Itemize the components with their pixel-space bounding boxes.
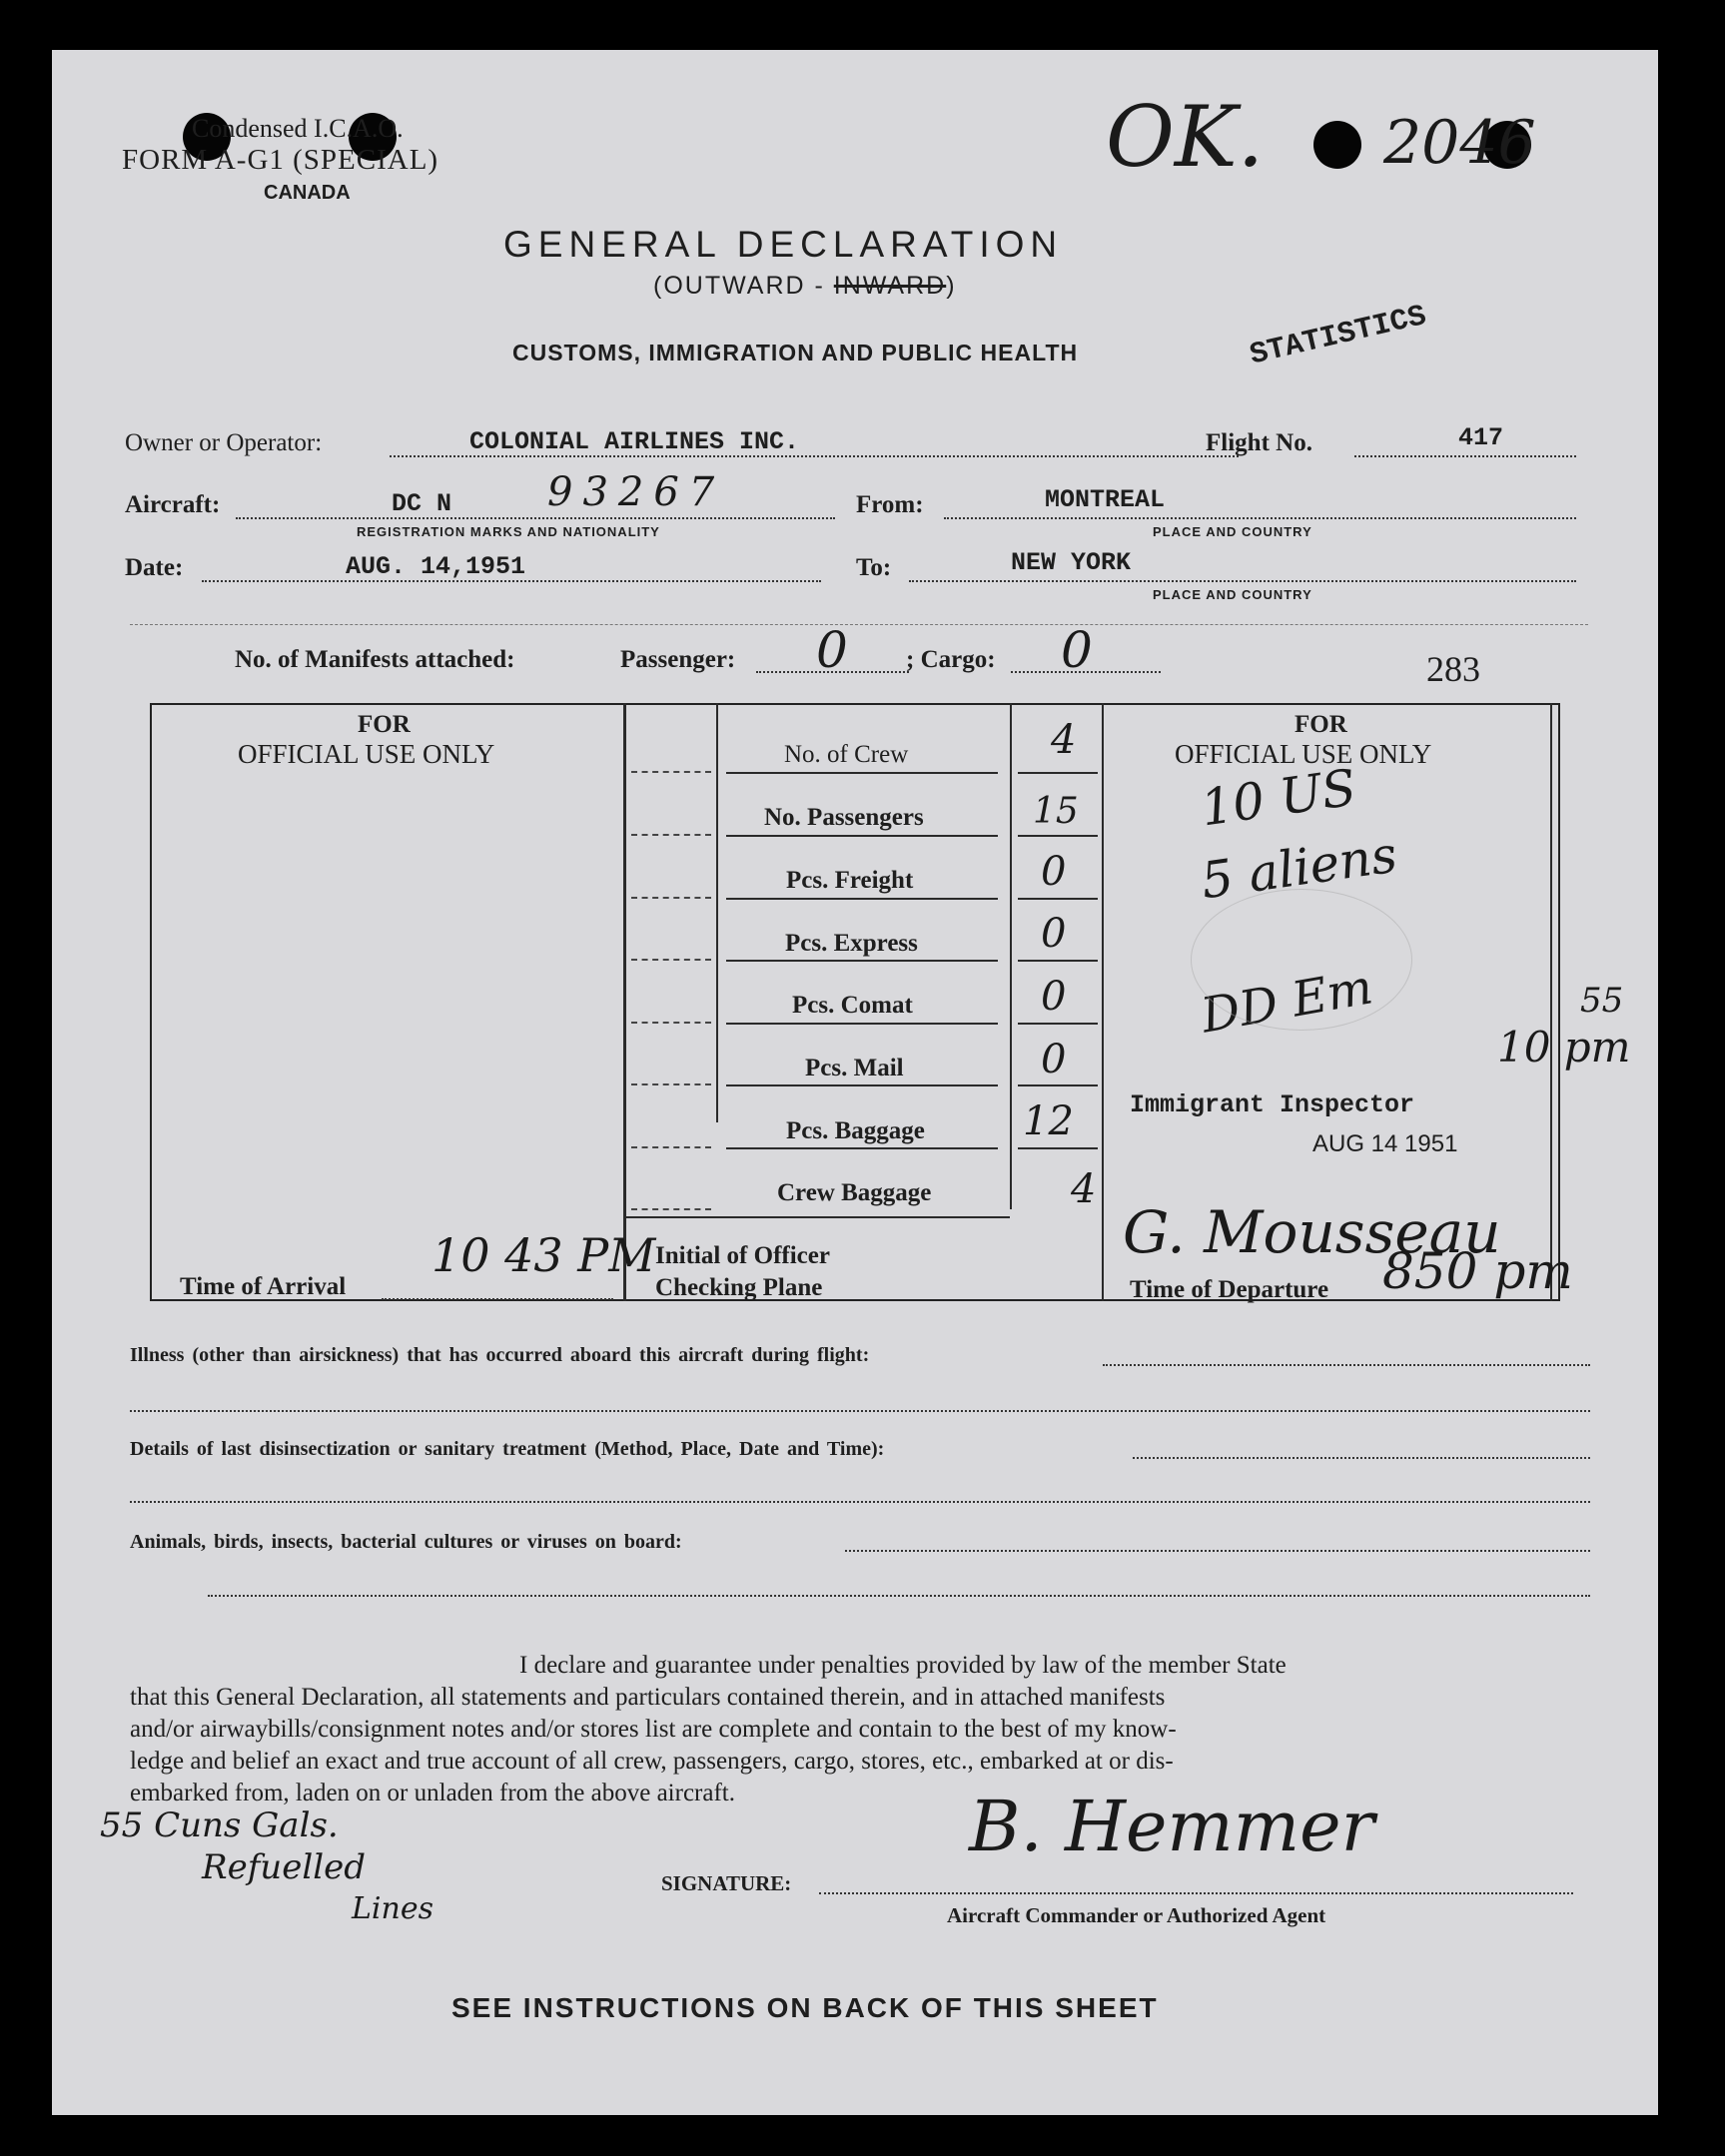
row-rule bbox=[631, 834, 711, 836]
to-label: To: bbox=[856, 554, 892, 581]
row-rule bbox=[631, 1083, 711, 1085]
right-official-use: OFFICIAL USE ONLY bbox=[1175, 739, 1432, 769]
declaration-line-2: that this General Declaration, all statements and particulars contained therein, and in attached manifests bbox=[130, 1684, 1166, 1711]
declaration-sheet bbox=[52, 50, 1658, 2115]
row-value-mail: 0 bbox=[1041, 1037, 1067, 1082]
row-value-freight: 0 bbox=[1041, 849, 1067, 895]
row-rule bbox=[1018, 1084, 1098, 1086]
row-rule bbox=[726, 960, 998, 962]
date-label: Date: bbox=[125, 554, 184, 581]
signature-caption: Aircraft Commander or Authorized Agent bbox=[947, 1903, 1326, 1927]
declaration-line-3: and/or airwaybills/consignment notes and/or stores list are complete and contain to the best of my know- bbox=[130, 1716, 1177, 1743]
form-line-1: Condensed I.C.A.O. bbox=[192, 114, 404, 143]
disinsect-line-2 bbox=[130, 1501, 1590, 1503]
note-us: 10 US bbox=[1197, 758, 1360, 838]
row-label-baggage: Pcs. Baggage bbox=[786, 1117, 925, 1144]
row-rule bbox=[1018, 898, 1098, 900]
row-rule bbox=[726, 1084, 998, 1086]
row-rule bbox=[631, 1208, 711, 1210]
row-value-baggage: 12 bbox=[1023, 1098, 1074, 1144]
row-value-crew-baggage: 4 bbox=[1071, 1166, 1097, 1212]
row-rule bbox=[1018, 960, 1098, 962]
left-for: FOR bbox=[358, 711, 411, 738]
form-line-3: CANADA bbox=[264, 182, 351, 204]
row-rule bbox=[631, 1022, 711, 1024]
row-value-passengers: 15 bbox=[1033, 791, 1079, 832]
stamp-circle bbox=[1191, 889, 1412, 1031]
row-rule bbox=[631, 771, 711, 773]
annotation-ok: OK. bbox=[1106, 88, 1265, 186]
departure-label: Time of Departure bbox=[1130, 1276, 1329, 1303]
row-rule bbox=[726, 835, 998, 837]
row-label-express: Pcs. Express bbox=[785, 930, 918, 957]
declaration-line-5: embarked from, laden on or unladen from the above aircraft. bbox=[130, 1780, 735, 1806]
footer-instructions: SEE INSTRUCTIONS ON BACK OF THIS SHEET bbox=[451, 1992, 1159, 2023]
stamp-date: AUG 14 1951 bbox=[1312, 1130, 1458, 1157]
animals-line-2 bbox=[208, 1595, 1590, 1597]
aircraft-caption: REGISTRATION MARKS AND NATIONALITY bbox=[357, 524, 660, 539]
table-divider bbox=[716, 703, 718, 1122]
question-disinsectization: Details of last disinsectization or sanitary treatment (Method, Place, Date and Time): bbox=[130, 1438, 885, 1460]
animals-line-1 bbox=[845, 1550, 1590, 1552]
punch-hole bbox=[1313, 121, 1361, 169]
table-divider bbox=[623, 703, 626, 1301]
table-divider bbox=[1550, 703, 1552, 1301]
left-note-2: Refuelled bbox=[202, 1847, 366, 1887]
owner-label: Owner or Operator: bbox=[125, 429, 323, 456]
question-illness: Illness (other than airsickness) that has occurred aboard this aircraft during flight: bbox=[130, 1344, 870, 1366]
page-title: GENERAL DECLARATION bbox=[503, 224, 1064, 265]
passenger-label: Passenger: bbox=[620, 646, 736, 673]
row-rule bbox=[726, 1147, 998, 1149]
row-rule bbox=[1018, 1023, 1098, 1025]
form-line-2: FORM A-G1 (SPECIAL) bbox=[122, 144, 439, 176]
table-divider bbox=[1102, 703, 1104, 1301]
header-separator bbox=[130, 624, 1588, 625]
note-time: 10 pm bbox=[1497, 1023, 1631, 1072]
row-rule bbox=[631, 959, 711, 961]
row-rule bbox=[726, 772, 998, 774]
left-official-use: OFFICIAL USE ONLY bbox=[238, 739, 495, 769]
row-rule bbox=[631, 897, 711, 899]
row-rule bbox=[1018, 772, 1098, 774]
subtitle-prefix: (OUTWARD - bbox=[653, 272, 834, 300]
statistics-stamp: STATISTICS bbox=[1247, 299, 1430, 373]
flight-line bbox=[1354, 455, 1576, 457]
officer-label-2: Checking Plane bbox=[655, 1274, 823, 1301]
officer-label-1: Initial of Officer bbox=[655, 1242, 830, 1269]
flight-value: 417 bbox=[1458, 423, 1504, 452]
date-value: AUG. 14,1951 bbox=[346, 552, 526, 581]
row-rule bbox=[1018, 835, 1098, 837]
subtitle-struck: INWARD bbox=[833, 272, 947, 300]
question-animals: Animals, birds, insects, bacterial cultures or viruses on board: bbox=[130, 1531, 682, 1553]
row-value-comat: 0 bbox=[1041, 974, 1067, 1020]
disinsect-line-1 bbox=[1133, 1457, 1590, 1459]
illness-line-2 bbox=[130, 1410, 1590, 1412]
immigrant-stamp: Immigrant Inspector bbox=[1130, 1090, 1415, 1119]
signature-line bbox=[819, 1892, 1573, 1894]
row-value-express: 0 bbox=[1041, 911, 1067, 957]
row-label-mail: Pcs. Mail bbox=[805, 1055, 904, 1081]
left-note-3: Lines bbox=[352, 1891, 433, 1926]
declaration-line-1: I declare and guarantee under penalties provided by law of the member State bbox=[519, 1652, 1287, 1679]
to-line bbox=[909, 580, 1576, 582]
cargo-label: ; Cargo: bbox=[906, 646, 996, 673]
row-label-freight: Pcs. Freight bbox=[786, 867, 914, 894]
to-caption: PLACE AND COUNTRY bbox=[1153, 587, 1312, 602]
subtitle-suffix: ) bbox=[946, 272, 957, 300]
arrival-value: 10 43 PM bbox=[431, 1228, 656, 1282]
table-divider bbox=[1010, 703, 1012, 1209]
row-rule bbox=[1018, 1147, 1098, 1149]
page-subtitle bbox=[653, 272, 957, 301]
owner-value: COLONIAL AIRLINES INC. bbox=[469, 427, 800, 456]
signature-label: SIGNATURE: bbox=[661, 1871, 792, 1895]
from-value: MONTREAL bbox=[1045, 485, 1166, 514]
row-rule bbox=[726, 898, 998, 900]
row-label-comat: Pcs. Comat bbox=[792, 992, 913, 1019]
commander-signature: B. Hemmer bbox=[969, 1786, 1375, 1867]
aircraft-value-typed: DC N bbox=[392, 489, 452, 518]
arrival-line bbox=[382, 1298, 613, 1300]
left-note-1: 55 Cuns Gals. bbox=[100, 1805, 339, 1845]
aircraft-value-hand: 93267 bbox=[547, 469, 725, 515]
declaration-line-4: ledge and belief an exact and true account of all crew, passengers, cargo, stores, etc., embarked at or dis- bbox=[130, 1748, 1174, 1775]
note-aliens: 5 aliens bbox=[1197, 825, 1401, 911]
aircraft-line bbox=[236, 517, 835, 519]
row-rule bbox=[726, 1023, 998, 1025]
cargo-value: 0 bbox=[1061, 621, 1093, 679]
inspector-signature: G. Mousseau bbox=[1123, 1198, 1501, 1266]
officer-rule bbox=[626, 1216, 1010, 1218]
to-value: NEW YORK bbox=[1011, 548, 1132, 577]
from-label: From: bbox=[856, 491, 924, 518]
right-for: FOR bbox=[1294, 711, 1347, 738]
row-label-crew-baggage: Crew Baggage bbox=[777, 1179, 932, 1206]
manifests-label: No. of Manifests attached: bbox=[235, 646, 515, 673]
row-value-crew: 4 bbox=[1051, 717, 1077, 763]
passenger-value: 0 bbox=[816, 621, 848, 679]
illness-line-1 bbox=[1103, 1364, 1590, 1366]
row-label-passengers: No. Passengers bbox=[764, 804, 924, 831]
note-55: 55 bbox=[1580, 981, 1624, 1021]
departure-value: 850 pm bbox=[1382, 1242, 1573, 1300]
stamp-number: 283 bbox=[1426, 649, 1480, 689]
customs-line: CUSTOMS, IMMIGRATION AND PUBLIC HEALTH bbox=[512, 340, 1079, 365]
from-line bbox=[944, 517, 1576, 519]
note-dd: DD Em bbox=[1197, 959, 1377, 1045]
arrival-label: Time of Arrival bbox=[180, 1273, 347, 1300]
from-caption: PLACE AND COUNTRY bbox=[1153, 524, 1312, 539]
flight-label: Flight No. bbox=[1206, 429, 1312, 456]
row-label-crew: No. of Crew bbox=[784, 741, 909, 768]
row-rule bbox=[631, 1146, 711, 1148]
declaration-number: 2046 bbox=[1383, 108, 1536, 178]
aircraft-label: Aircraft: bbox=[125, 491, 221, 518]
